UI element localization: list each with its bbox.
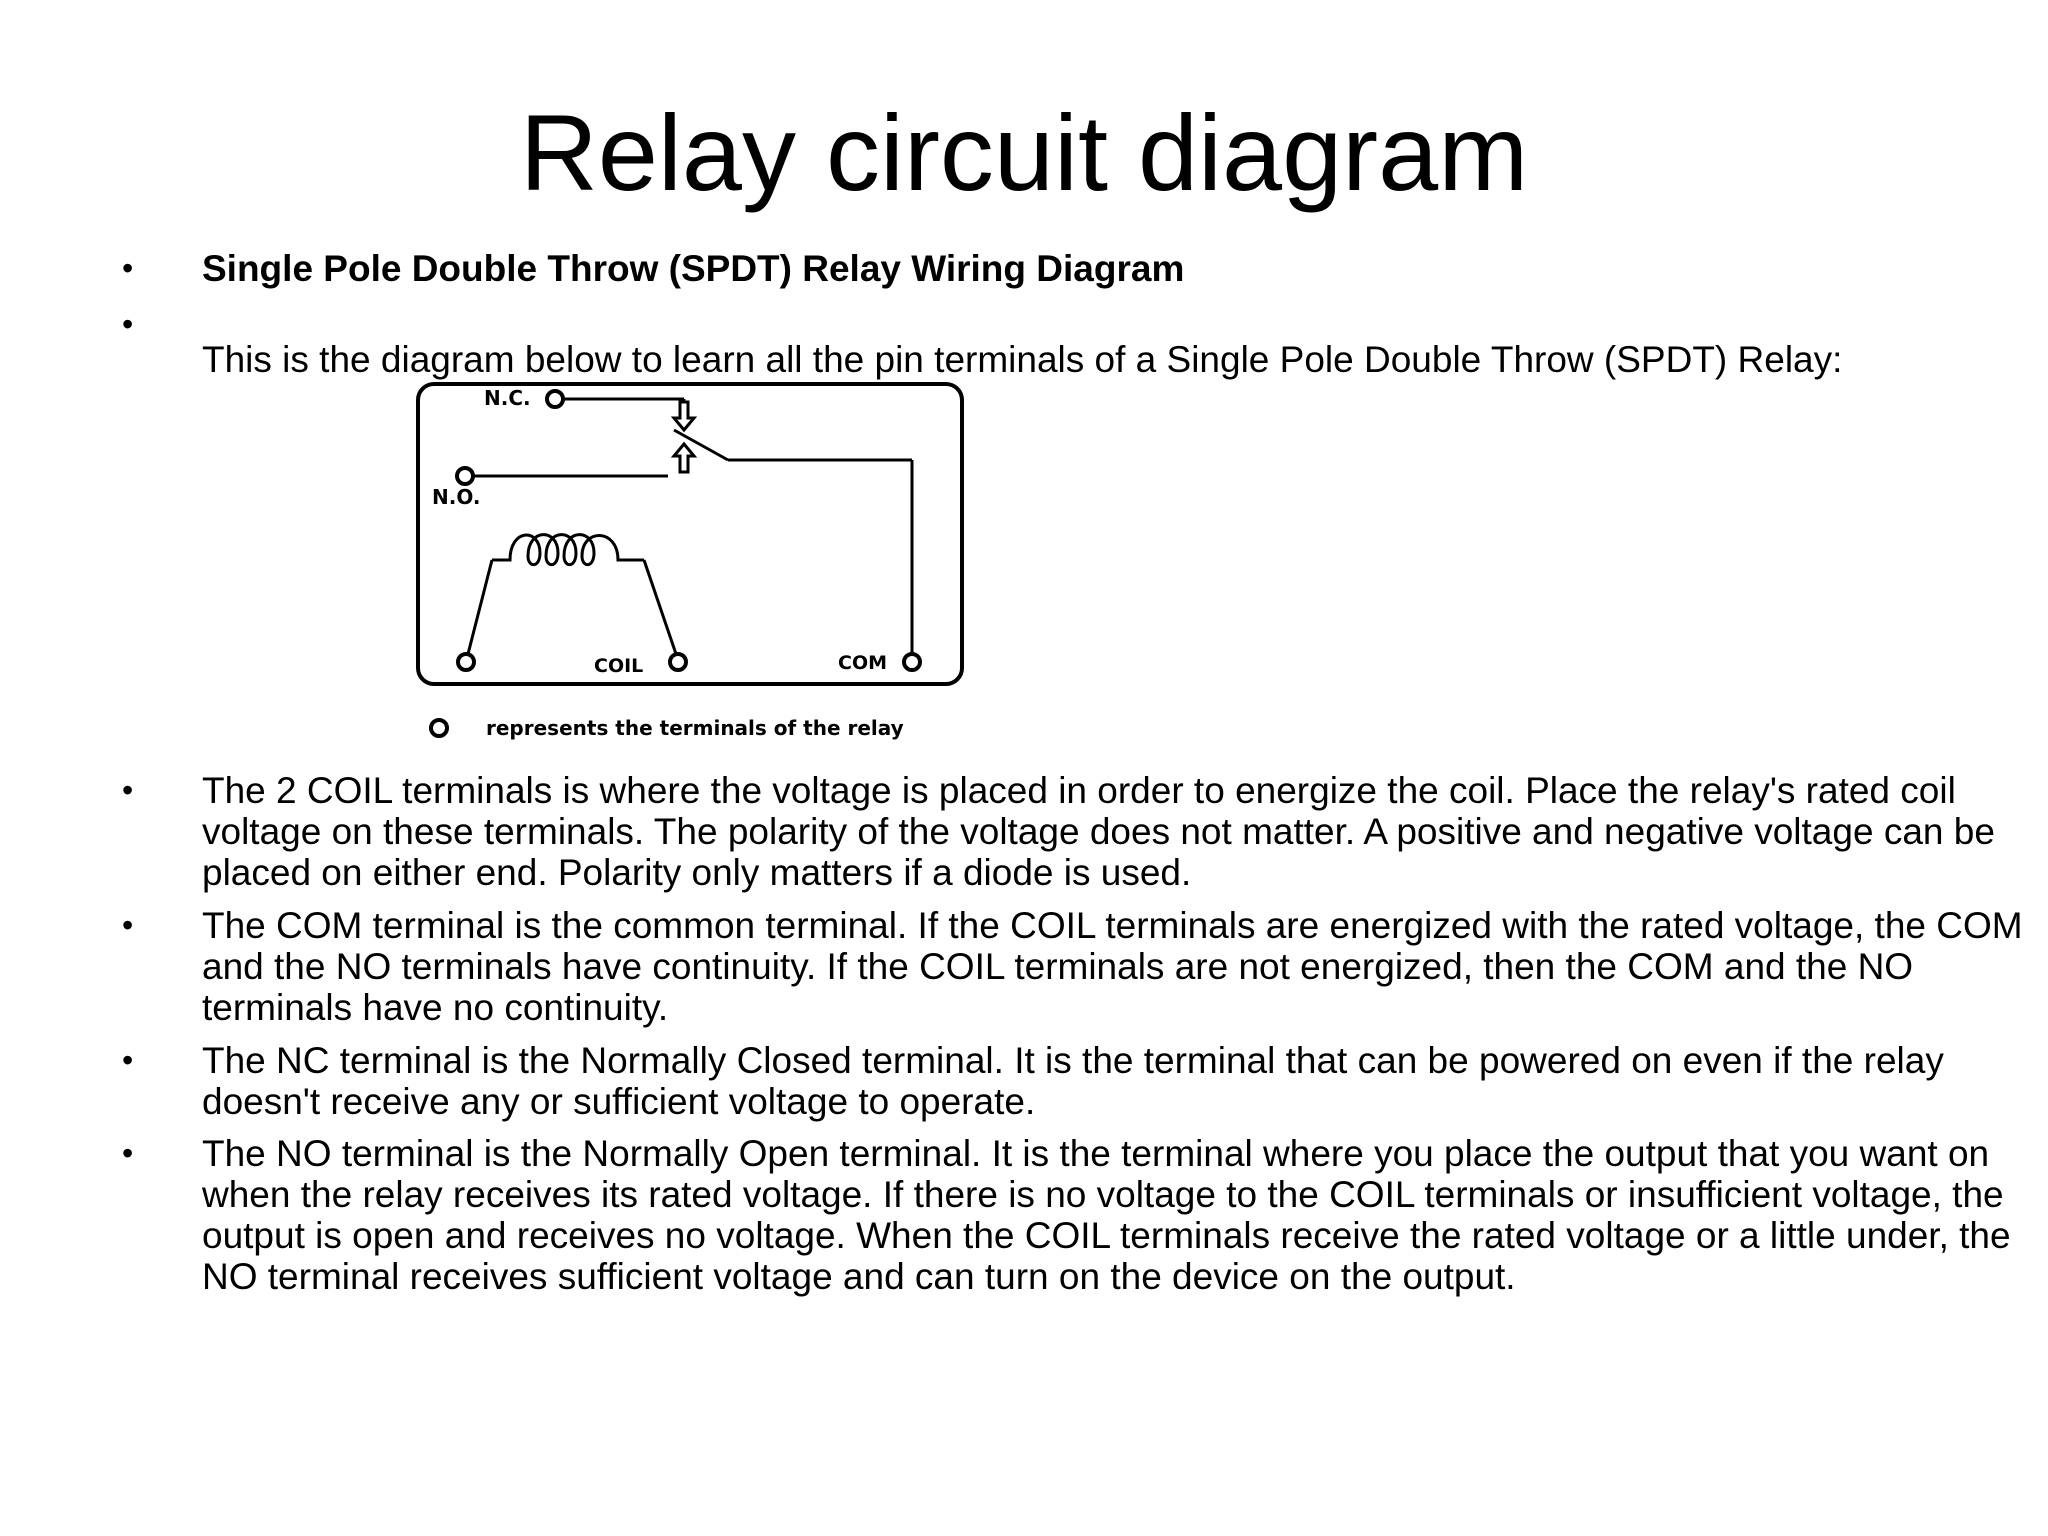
no-label: N.O. [432, 485, 481, 509]
bullet-dot: • [122, 907, 134, 943]
diagram-frame [418, 384, 962, 684]
bullet-dot: • [122, 250, 134, 286]
legend-terminal-icon [431, 720, 447, 736]
arrow-up-icon [674, 444, 694, 472]
com-label: COM [838, 652, 888, 674]
nc-terminal [547, 391, 563, 407]
nc-label: N.C. [484, 386, 531, 410]
coil-terminal-left [458, 654, 474, 670]
coil-wire-left [468, 560, 492, 654]
legend-text: represents the terminals of the relay [486, 716, 904, 740]
coil-winding [492, 535, 644, 565]
subtitle-text: Single Pole Double Throw (SPDT) Relay Wiring Diagram [202, 248, 1185, 289]
bullet-text: The 2 COIL terminals is where the voltage is placed in order to energize the coil. Place the relay's rated coil voltage on these terminals. The polarity of the voltage does not matter. A positive and negative voltage can be placed on either end. Polarity only matters if a diode is used. [202, 770, 1995, 893]
bullet-text: The NO terminal is the Normally Open terminal. It is the terminal where you place the output that you want on when the relay receives its rated voltage. If there is no voltage to the COIL terminals or insufficient voltage, the output is open and receives no voltage. When the COIL terminals receive the rated voltage or a little under, the NO terminal receives sufficient voltage and can turn on the device on the output. [202, 1133, 2011, 1297]
intro-text: This is the diagram below to learn all the pin terminals of a Single Pole Double Throw (SPDT) Relay: [202, 339, 1843, 380]
coil-terminal-right [670, 654, 686, 670]
bullet-dot: • [122, 772, 134, 808]
coil-wire-right [644, 560, 676, 654]
bullet-dot: • [122, 1135, 134, 1171]
arrow-down-icon [674, 402, 694, 430]
bullet-dot: • [122, 306, 134, 342]
page-title: Relay circuit diagram [519, 92, 1529, 213]
coil-label: COIL [594, 655, 644, 677]
bullet-text: The NC terminal is the Normally Closed terminal. It is the terminal that can be powered on even if the relay doesn't receive any or sufficient voltage to operate. [202, 1040, 1944, 1122]
relay-wiring-diagram [412, 378, 972, 750]
bullet-text: The COM terminal is the common terminal. If the COIL terminals are energized with the rated voltage, the COM and the NO terminals have continuity. If the COIL terminals are not energized, then the COM and the NO terminals have no continuity. [202, 905, 2023, 1028]
no-terminal [457, 468, 473, 484]
com-terminal [904, 654, 920, 670]
bullet-dot: • [122, 1042, 134, 1078]
